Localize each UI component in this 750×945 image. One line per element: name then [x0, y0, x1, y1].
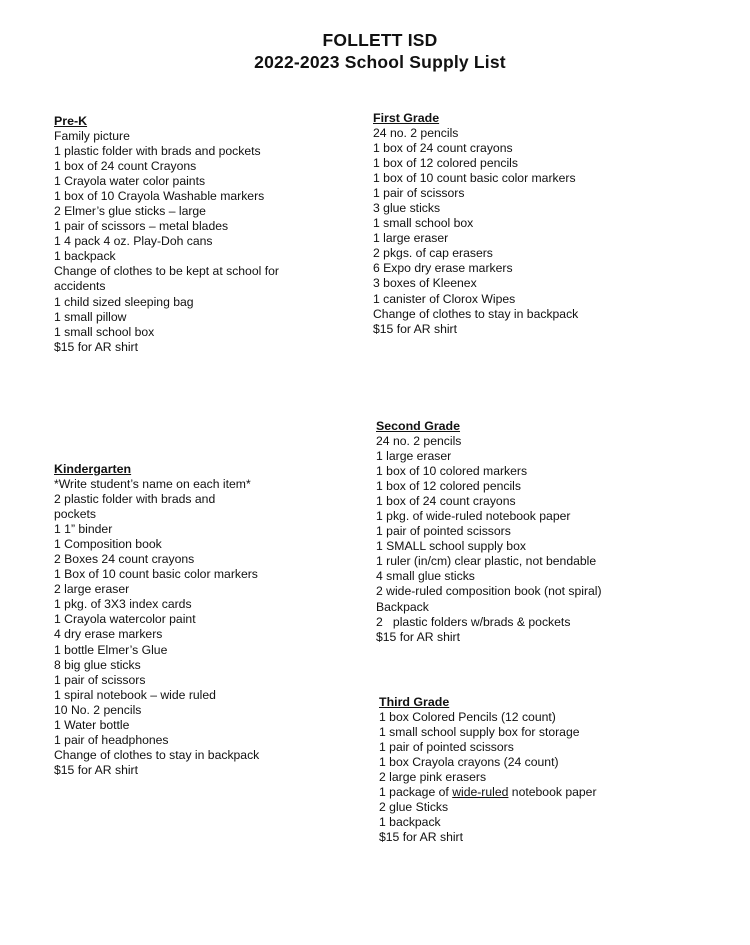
- list-item: 24 no. 2 pencils: [376, 434, 462, 448]
- item-text: notebook paper: [508, 785, 597, 800]
- list-item: 1 Crayola water color paints: [54, 174, 206, 189]
- list-item: $15 for AR shirt: [379, 830, 463, 845]
- prek-section: [54, 114, 279, 355]
- third-grade-section: [379, 695, 597, 845]
- item-text: 1 package of: [379, 785, 453, 800]
- first-grade-section: [373, 111, 578, 337]
- supply-list: [376, 434, 602, 645]
- list-item: 2 pkgs. of cap erasers: [373, 246, 493, 261]
- list-item: 6 Expo dry erase markers: [373, 261, 513, 276]
- section-heading: Second Grade: [376, 419, 461, 433]
- section-heading: Third Grade: [379, 695, 450, 709]
- list-item: *Write student’s name on each item*: [54, 477, 251, 491]
- list-item: 1 Crayola watercolor paint: [54, 612, 196, 627]
- list-item: 1 box of 24 count crayons: [373, 141, 513, 156]
- list-item: 1 box Colored Pencils (12 count): [379, 710, 556, 724]
- list-item: 1 small school box: [373, 216, 474, 231]
- list-item: 2 wide-ruled composition book (not spiral): [376, 584, 602, 599]
- list-item: 1 Water bottle: [54, 717, 130, 732]
- list-item: 1 pkg. of wide-ruled notebook paper: [376, 509, 571, 524]
- list-item: 1 pair of headphones: [54, 732, 169, 747]
- list-item: 1 SMALL school supply box: [376, 539, 526, 554]
- list-item: 1 box of 10 colored markers: [376, 464, 528, 479]
- list-item: 3 boxes of Kleenex: [373, 276, 477, 291]
- list-item: Change of clothes to stay in backpack: [373, 306, 579, 321]
- list-item: 1 box of 12 colored pencils: [376, 479, 521, 494]
- list-item: 2 plastic folder with brads and: [54, 492, 216, 507]
- list-item: Family picture: [54, 129, 130, 143]
- page-title: 2022-2023 School Supply List: [254, 52, 506, 72]
- list-item: 1 box of 10 count basic color markers: [373, 171, 576, 186]
- list-item: 1 pair of scissors – metal blades: [54, 219, 229, 234]
- list-item: 4 dry erase markers: [54, 627, 163, 642]
- list-item: 1 1” binder: [54, 522, 113, 537]
- second-grade-section: [376, 419, 602, 645]
- list-item: 2 large eraser: [54, 582, 130, 597]
- list-item: 1 child sized sleeping bag: [54, 294, 194, 309]
- list-item: 4 small glue sticks: [376, 569, 475, 584]
- list-item: 1 small school box: [54, 324, 155, 339]
- list-item: 2 large pink erasers: [379, 770, 487, 785]
- list-item: 1 backpack: [54, 249, 116, 264]
- supply-list: [379, 785, 597, 800]
- section-heading: Kindergarten: [54, 462, 132, 476]
- list-item: accidents: [54, 279, 106, 294]
- list-item: Change of clothes to be kept at school for: [54, 264, 279, 279]
- list-item: 1 canister of Clorox Wipes: [373, 291, 516, 306]
- list-item: $15 for AR shirt: [376, 629, 460, 644]
- list-item: $15 for AR shirt: [54, 339, 138, 354]
- item-text-underlined: wide-ruled: [452, 785, 509, 800]
- list-item: 1 bottle Elmer’s Glue: [54, 642, 168, 657]
- list-item: 1 backpack: [379, 815, 441, 830]
- list-item: 1 Box of 10 count basic color markers: [54, 567, 258, 582]
- supply-list: [373, 126, 578, 337]
- list-item: $15 for AR shirt: [54, 762, 138, 777]
- list-item: [379, 785, 597, 800]
- kindergarten-section: [54, 462, 259, 778]
- supply-list: [379, 710, 597, 785]
- list-item: 1 box of 24 count crayons: [376, 494, 516, 509]
- list-item: pockets: [54, 507, 97, 522]
- list-item: 1 ruler (in/cm) clear plastic, not bendable: [376, 554, 597, 569]
- list-item: 1 small school supply box for storage: [379, 725, 580, 740]
- list-item: 1 Composition book: [54, 537, 162, 552]
- list-item: 1 box Crayola crayons (24 count): [379, 755, 559, 770]
- list-item: 1 pair of pointed scissors: [376, 524, 511, 539]
- list-item: 1 pair of scissors: [373, 186, 465, 201]
- list-item: Change of clothes to stay in backpack: [54, 747, 260, 762]
- supply-list: [54, 477, 259, 778]
- list-item: 1 small pillow: [54, 309, 127, 324]
- list-item: 2 plastic folders w/brads & pockets: [376, 614, 571, 629]
- list-item: 1 large eraser: [373, 231, 449, 246]
- supply-list: [54, 129, 279, 355]
- supply-list: [379, 800, 597, 845]
- list-item: 10 No. 2 pencils: [54, 702, 142, 717]
- list-item: 24 no. 2 pencils: [373, 126, 459, 140]
- section-heading: First Grade: [373, 111, 440, 125]
- list-item: 2 glue Sticks: [379, 800, 449, 815]
- list-item: 1 box of 24 count Crayons: [54, 159, 197, 174]
- list-item: 1 spiral notebook – wide ruled: [54, 687, 216, 702]
- list-item: 1 pair of scissors: [54, 672, 146, 687]
- district-name: FOLLETT ISD: [322, 30, 438, 50]
- list-item: 2 Boxes 24 count crayons: [54, 552, 195, 567]
- list-item: $15 for AR shirt: [373, 321, 457, 336]
- list-item: 2 Elmer’s glue sticks – large: [54, 204, 206, 219]
- list-item: 1 pair of pointed scissors: [379, 740, 514, 755]
- list-item: 8 big glue sticks: [54, 657, 141, 672]
- list-item: Backpack: [376, 599, 429, 614]
- list-item: 3 glue sticks: [373, 201, 441, 216]
- list-item: 1 pkg. of 3X3 index cards: [54, 597, 192, 612]
- list-item: 1 box of 12 colored pencils: [373, 156, 518, 171]
- list-item: 1 box of 10 Crayola Washable markers: [54, 189, 265, 204]
- section-heading: Pre-K: [54, 114, 88, 128]
- list-item: 1 4 pack 4 oz. Play-Doh cans: [54, 234, 213, 249]
- list-item: 1 large eraser: [376, 449, 452, 464]
- list-item: 1 plastic folder with brads and pockets: [54, 144, 261, 159]
